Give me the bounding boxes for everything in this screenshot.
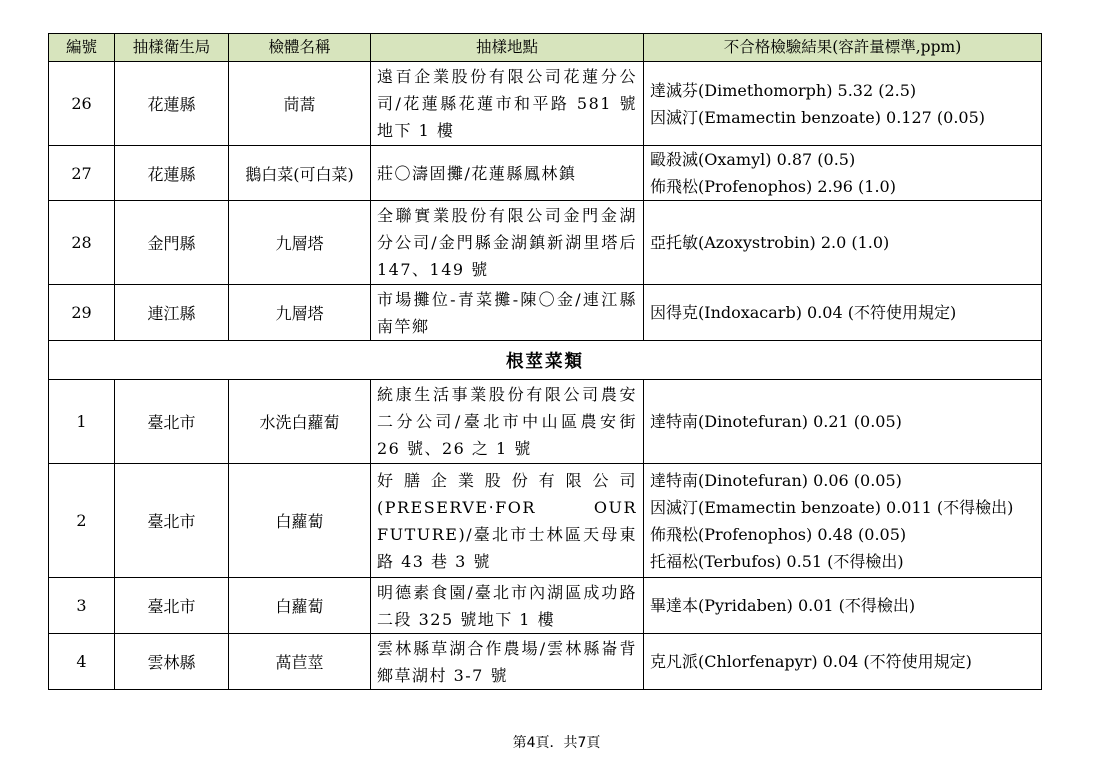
inspection-table (48, 33, 1042, 690)
row-no: 1 (49, 380, 115, 464)
row-location: 遠百企業股份有限公司花蓮分公司/花蓮縣花蓮市和平路 581 號地下 1 樓 (371, 62, 644, 146)
header-no: 編號 (49, 34, 115, 62)
row-sample: 萵苣莖 (229, 634, 371, 690)
result-line: 達特南(Dinotefuran) 0.21 (0.05) (650, 412, 902, 431)
header-sample: 檢體名稱 (229, 34, 371, 62)
result-line: 托福松(Terbufos) 0.51 (不得檢出) (650, 551, 904, 571)
row-results (644, 634, 1042, 690)
table-row (49, 464, 1042, 578)
table-row (49, 146, 1042, 201)
row-bureau: 連江縣 (115, 285, 229, 341)
row-sample: 白蘿蔔 (229, 578, 371, 634)
header-result: 不合格檢驗結果(容許量標準,ppm) (644, 34, 1042, 62)
row-sample: 鵝白菜(可白菜) (229, 146, 371, 201)
row-results (644, 285, 1042, 341)
row-no: 29 (49, 285, 115, 341)
row-bureau: 臺北市 (115, 578, 229, 634)
table-row (49, 285, 1042, 341)
row-sample: 水洗白蘿蔔 (229, 380, 371, 464)
section-row (49, 341, 1042, 380)
row-sample: 白蘿蔔 (229, 464, 371, 578)
table-row (49, 380, 1042, 464)
row-no: 4 (49, 634, 115, 690)
row-bureau: 臺北市 (115, 380, 229, 464)
result-line: 因滅汀(Emamectin benzoate) 0.127 (0.05) (650, 107, 986, 127)
row-no: 26 (49, 62, 115, 146)
header-row (49, 34, 1042, 62)
row-sample: 九層塔 (229, 285, 371, 341)
row-sample: 茼蒿 (229, 62, 371, 146)
table-row (49, 201, 1042, 285)
result-line: 達滅芬(Dimethomorph) 5.32 (2.5) (650, 80, 917, 100)
header-location: 抽樣地點 (371, 34, 644, 62)
result-line: 達特南(Dinotefuran) 0.06 (0.05) (650, 470, 902, 490)
result-line: 亞托敏(Azoxystrobin) 2.0 (1.0) (650, 233, 890, 252)
result-line: 克凡派(Chlorfenapyr) 0.04 (不符使用規定) (650, 652, 972, 671)
row-location: 統康生活事業股份有限公司農安二分公司/臺北市中山區農安街 26 號、26 之 1 號 (371, 380, 644, 464)
result-line: 佈飛松(Profenophos) 2.96 (1.0) (650, 177, 896, 196)
row-bureau: 花蓮縣 (115, 146, 229, 201)
row-location: 好膳企業股份有限公司 (PRESERVE‧FOR OUR FUTURE)/臺北市士林區天母東路 43 巷 3 號 (371, 464, 644, 578)
result-line: 毆殺滅(Oxamyl) 0.87 (0.5) (650, 150, 856, 169)
row-results (644, 62, 1042, 146)
row-results (644, 201, 1042, 285)
row-location: 莊〇濤固攤/花蓮縣鳳林鎮 (371, 146, 644, 201)
result-line: 因滅汀(Emamectin benzoate) 0.011 (不得檢出) (650, 497, 1014, 517)
row-bureau: 花蓮縣 (115, 62, 229, 146)
row-sample: 九層塔 (229, 201, 371, 285)
table-row (49, 62, 1042, 146)
row-no: 3 (49, 578, 115, 634)
header-bureau: 抽樣衛生局 (115, 34, 229, 62)
row-bureau: 雲林縣 (115, 634, 229, 690)
result-line: 畢達本(Pyridaben) 0.01 (不得檢出) (650, 596, 916, 615)
row-no: 2 (49, 464, 115, 578)
row-no: 27 (49, 146, 115, 201)
page-footer: 第4頁．共7頁 (512, 735, 601, 751)
row-bureau: 金門縣 (115, 201, 229, 285)
row-results (644, 578, 1042, 634)
table-row (49, 578, 1042, 634)
row-results (644, 380, 1042, 464)
row-location: 雲林縣草湖合作農場/雲林縣崙背鄉草湖村 3-7 號 (371, 634, 644, 690)
section-title: 根莖菜類 (49, 341, 1042, 380)
row-no: 28 (49, 201, 115, 285)
row-results (644, 464, 1042, 578)
row-location: 市場攤位-青菜攤-陳〇金/連江縣南竿鄉 (371, 285, 644, 341)
row-location: 全聯實業股份有限公司金門金湖分公司/金門縣金湖鎮新湖里塔后 147、149 號 (371, 201, 644, 285)
result-line: 佈飛松(Profenophos) 0.48 (0.05) (650, 524, 907, 544)
row-results (644, 146, 1042, 201)
table-row (49, 634, 1042, 690)
row-bureau: 臺北市 (115, 464, 229, 578)
row-location: 明德素食園/臺北市內湖區成功路二段 325 號地下 1 樓 (371, 578, 644, 634)
result-line: 因得克(Indoxacarb) 0.04 (不符使用規定) (650, 303, 957, 322)
